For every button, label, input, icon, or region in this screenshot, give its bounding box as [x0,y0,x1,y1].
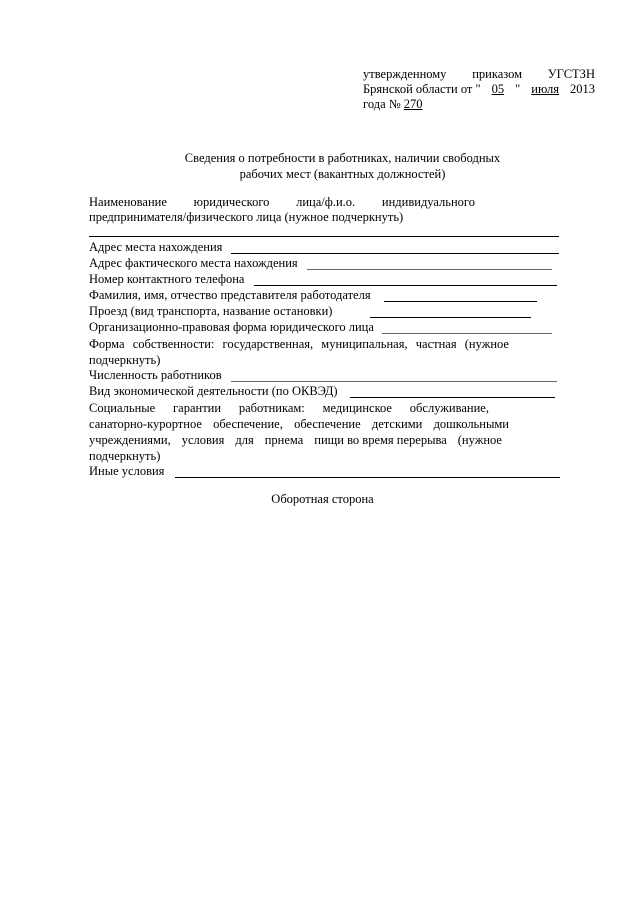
approval-reference [363,67,595,112]
guarantees-word: пищи во время перерыва [314,433,447,447]
approval-agency: УГСТЗН [547,67,595,81]
org-name-label [89,195,475,210]
other-conditions-field[interactable] [89,464,559,479]
ownership-word: Форма [89,337,125,351]
representative-label: Фамилия, имя, отчество представителя работодателя [89,288,371,302]
approval-day: 05 [491,82,505,96]
org-word: индивидуального [381,195,475,209]
guarantees-word: дошкольными [433,417,509,431]
transport-label: Проезд (вид транспорта, название остановки) [89,304,333,318]
representative-line[interactable] [384,301,537,302]
order-number: 270 [403,97,423,111]
approval-word: утвержденному [363,67,447,81]
guarantees-option[interactable]: обеспечение [294,417,361,431]
transport-line[interactable] [370,317,531,318]
approval-month: июля [531,82,559,96]
approval-word: приказом [472,67,523,81]
guarantees-word: прнема [264,433,304,447]
title-line-1: Сведения о потребности в работниках, наличии свободных [184,151,501,165]
guarantees-word: детскими [371,417,423,431]
guarantees-line-4: подчеркнуть) [89,449,161,463]
other-conditions-label: Иные условия [89,464,165,478]
org-name-label-line-2: предпринимателя/физического лица (нужное подчеркнуть) [89,210,404,224]
legal-form-label: Организационно-правовая форма юридического лица [89,320,374,334]
actual-address-field[interactable] [89,256,559,271]
address-field[interactable] [89,240,559,255]
approval-year: 2013 [570,82,595,96]
headcount-field[interactable] [89,368,559,383]
actual-address-line[interactable] [307,269,552,270]
reverse-side-label: Оборотная сторона [271,492,374,506]
org-word: лица/ф.и.о. [296,195,356,209]
phone-field[interactable] [89,272,559,287]
guarantees-option[interactable]: медицинское [322,401,392,415]
other-conditions-line[interactable] [175,477,560,478]
order-number-prefix: года № [363,97,401,111]
representative-field[interactable] [89,288,559,303]
address-line[interactable] [231,253,559,254]
guarantees-word: (нужное [457,433,502,447]
approval-line-3 [363,97,595,112]
approval-line-1 [363,67,595,82]
ownership-line-2: подчеркнуть) [89,353,161,367]
legal-form-line[interactable] [382,333,552,334]
guarantees-word: учреждениями, [89,433,171,447]
headcount-line[interactable] [231,381,557,382]
phone-line[interactable] [254,285,557,286]
guarantees-word: Социальные [89,401,156,415]
activity-label: Вид экономической деятельности (по ОКВЭД) [89,384,338,398]
legal-form-field[interactable] [89,320,559,335]
activity-field[interactable] [89,384,559,399]
approval-line-2 [363,82,595,97]
org-word: юридического [193,195,270,209]
phone-label: Номер контактного телефона [89,272,245,286]
guarantees-word: работникам: [238,401,305,415]
org-word: Наименование [89,195,167,209]
headcount-label: Численность работников [89,368,222,382]
actual-address-label: Адрес фактического места нахождения [89,256,298,270]
document-title [0,150,640,182]
approval-date-prefix: Брянской области от " [363,82,481,96]
ownership-form [89,336,509,368]
title-line-2: рабочих мест (вакантных должностей) [239,167,446,181]
ownership-option[interactable]: государственная, [222,337,314,351]
ownership-option[interactable]: частная [415,337,457,351]
guarantees-word: гарантии [173,401,222,415]
guarantees-option[interactable]: условия [181,433,225,447]
transport-field[interactable] [89,304,559,319]
guarantees-option[interactable]: санаторно-курортное [89,417,202,431]
ownership-option[interactable]: муниципальная, [321,337,408,351]
activity-line[interactable] [350,397,555,398]
guarantees-word: обеспечение, [213,417,283,431]
org-name-field-line[interactable] [89,236,559,237]
ownership-word: собственности: [132,337,215,351]
approval-quote: " [515,82,521,96]
guarantees-option[interactable]: обслуживание, [409,401,489,415]
social-guarantees [89,400,509,464]
ownership-word: (нужное [464,337,509,351]
guarantees-word: для [235,433,254,447]
address-label: Адрес места нахождения [89,240,223,254]
